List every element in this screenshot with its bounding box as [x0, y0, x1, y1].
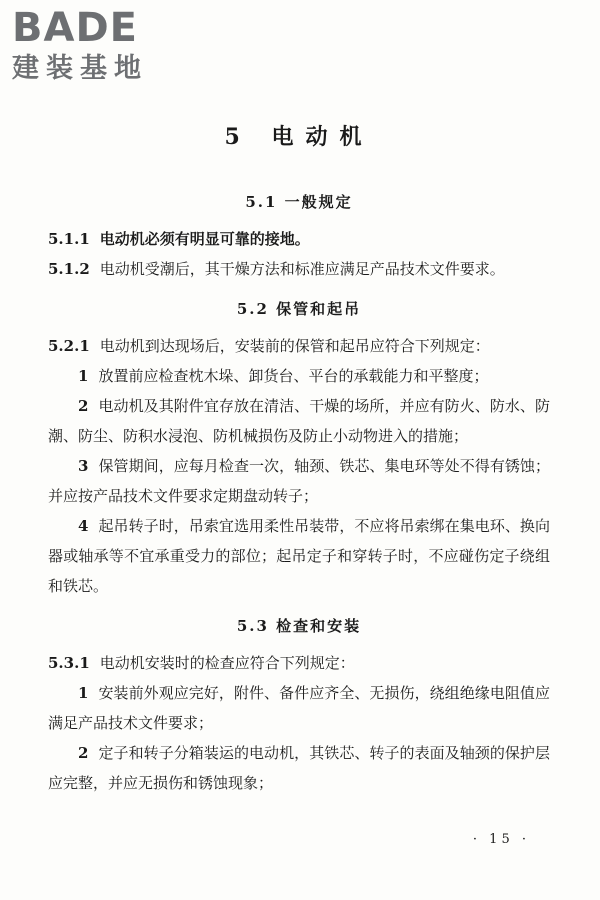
clause-number: 5.2.1: [48, 337, 90, 355]
clause-number: 5.1.2: [48, 260, 90, 278]
item-number: 4: [78, 517, 89, 535]
item-text: 定子和转子分箱装运的电动机，其铁芯、转子的表面及轴颈的保护层应完整，并应无损伤和锈蚀现象；: [48, 744, 550, 792]
section-title-5-2: 5.2 保管和起吊: [236, 300, 362, 318]
document-body: [48, 112, 550, 798]
clause-number: 5.3.1: [48, 654, 90, 672]
chapter-title: 5 电动机: [224, 124, 374, 150]
clause-text: 电动机安装时的检查应符合下列规定：: [99, 654, 355, 672]
section-title-5-3: 5.3 检查和安装: [236, 617, 362, 635]
list-item: [48, 361, 550, 391]
clause-text: 电动机受潮后，其干燥方法和标准应满足产品技术文件要求。: [99, 260, 505, 278]
item-number: 2: [78, 744, 89, 762]
list-item: [48, 678, 550, 738]
item-text: 放置前应检查枕木垛、卸货台、平台的承载能力和平整度；: [98, 367, 489, 385]
item-number: 2: [78, 397, 89, 415]
brand-logo: [12, 6, 182, 86]
item-text: 电动机及其附件宜存放在清洁、干燥的场所，并应有防火、防水、防潮、防尘、防积水浸泡、防机械损伤及防止小动物进入的措施；: [48, 397, 550, 445]
item-text: 起吊转子时，吊索宜选用柔性吊装带，不应将吊索绑在集电环、换向器或轴承等不宜承重受力的部位；起吊定子和穿转子时，不应碰伤定子绕组和铁芯。: [48, 517, 550, 595]
logo-subtitle: 建装基地: [12, 53, 148, 84]
item-number: 1: [78, 684, 89, 702]
list-item: [48, 451, 550, 511]
list-item: [48, 391, 550, 451]
logo-wordmark: BADE: [12, 5, 138, 51]
clause-5-3-1: [48, 648, 550, 678]
page-number: · 15 ·: [472, 832, 530, 847]
clause-text: 电动机到达现场后，安装前的保管和起吊应符合下列规定：: [99, 337, 490, 355]
clause-number: 5.1.1: [48, 230, 90, 248]
item-number: 3: [78, 457, 89, 475]
item-number: 1: [78, 367, 89, 385]
item-text: 安装前外观应完好，附件、备件应齐全、无损伤，绕组绝缘电阻值应满足产品技术文件要求；: [48, 684, 550, 732]
list-item: [48, 738, 550, 798]
clause-5-1-2: [48, 254, 550, 284]
item-text: 保管期间，应每月检查一次，轴颈、铁芯、集电环等处不得有锈蚀；并应按产品技术文件要求定期盘动转子；: [48, 457, 550, 505]
clause-text: 电动机必须有明显可靠的接地。: [99, 230, 310, 248]
clause-5-2-1: [48, 331, 550, 361]
section-title-5-1: 5.1 一般规定: [245, 193, 353, 211]
list-item: [48, 511, 550, 601]
clause-5-1-1: [48, 224, 550, 254]
